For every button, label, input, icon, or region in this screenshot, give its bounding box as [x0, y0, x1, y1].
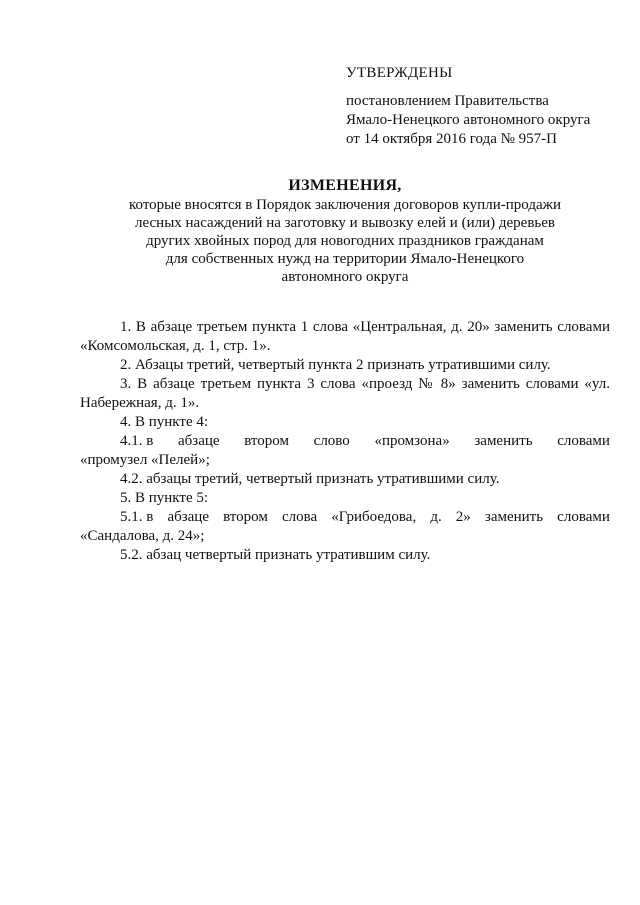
- document-subtitle-line: автономного округа: [281, 269, 409, 285]
- paragraph-3: 3. В абзаце третьем пункта 3 слова «проезд № 8» заменить словами «ул. Набережная, д. 1».: [80, 376, 610, 411]
- paragraph-4: 4. В пункте 4:: [120, 414, 209, 430]
- paragraph-5-1-continuation: «Сандалова, д. 24»;: [80, 528, 205, 544]
- approval-block: [346, 64, 626, 149]
- document-subtitle-line: которые вносятся в Порядок заключения договоров купли-продажи: [129, 197, 561, 213]
- word: слово: [313, 433, 350, 449]
- word: заменить: [484, 509, 544, 525]
- word: «промзона»: [374, 433, 450, 449]
- paragraph-5-2: 5.2. абзац четвертый признать утратившим силу.: [120, 547, 431, 563]
- document-subtitle-line: для собственных нужд на территории Ямало-Ненецкого: [165, 251, 525, 267]
- word: 2»: [455, 509, 471, 525]
- word: д.: [430, 509, 442, 525]
- word: втором: [244, 433, 289, 449]
- word: слова: [281, 509, 318, 525]
- paragraph-4-1-line: [80, 432, 610, 451]
- word: заменить: [474, 433, 533, 449]
- approval-line: от 14 октября 2016 года № 957-П: [346, 131, 558, 147]
- word: абзаце: [178, 433, 220, 449]
- word: втором: [223, 509, 268, 525]
- paragraph-4-1-continuation: «промузел «Пелей»;: [80, 452, 210, 468]
- word: словами: [557, 433, 610, 449]
- document-title: ИЗМЕНЕНИЯ,: [288, 177, 402, 194]
- paragraph-1: 1. В абзаце третьем пункта 1 слова «Центральная, д. 20» заменить словами «Комсомольская, д. 1, стр. 1».: [80, 319, 610, 354]
- approval-line: Ямало-Ненецкого автономного округа: [346, 112, 591, 128]
- document-subtitle-line: других хвойных пород для новогодних праздников гражданам: [146, 233, 544, 249]
- document-heading: [80, 176, 610, 286]
- document-body: [80, 318, 610, 565]
- word: словами: [557, 509, 610, 525]
- document-subtitle-line: лесных насаждений на заготовку и вывозку елей и (или) деревьев: [135, 215, 555, 231]
- word: 4.1. в: [120, 433, 154, 449]
- word: абзаце: [167, 509, 209, 525]
- word: 5.1. в: [120, 509, 154, 525]
- word: «Грибоедова,: [331, 509, 417, 525]
- paragraph-4-2: 4.2. абзацы третий, четвертый признать утратившими силу.: [120, 471, 500, 487]
- approval-details: [346, 92, 626, 149]
- approval-line: постановлением Правительства: [346, 93, 549, 109]
- paragraph-2: 2. Абзацы третий, четвертый пункта 2 признать утратившими силу.: [120, 357, 551, 373]
- paragraph-5-1-line: [80, 508, 610, 527]
- paragraph-5: 5. В пункте 5:: [120, 490, 209, 506]
- approval-title: УТВЕРЖДЕНЫ: [346, 65, 453, 81]
